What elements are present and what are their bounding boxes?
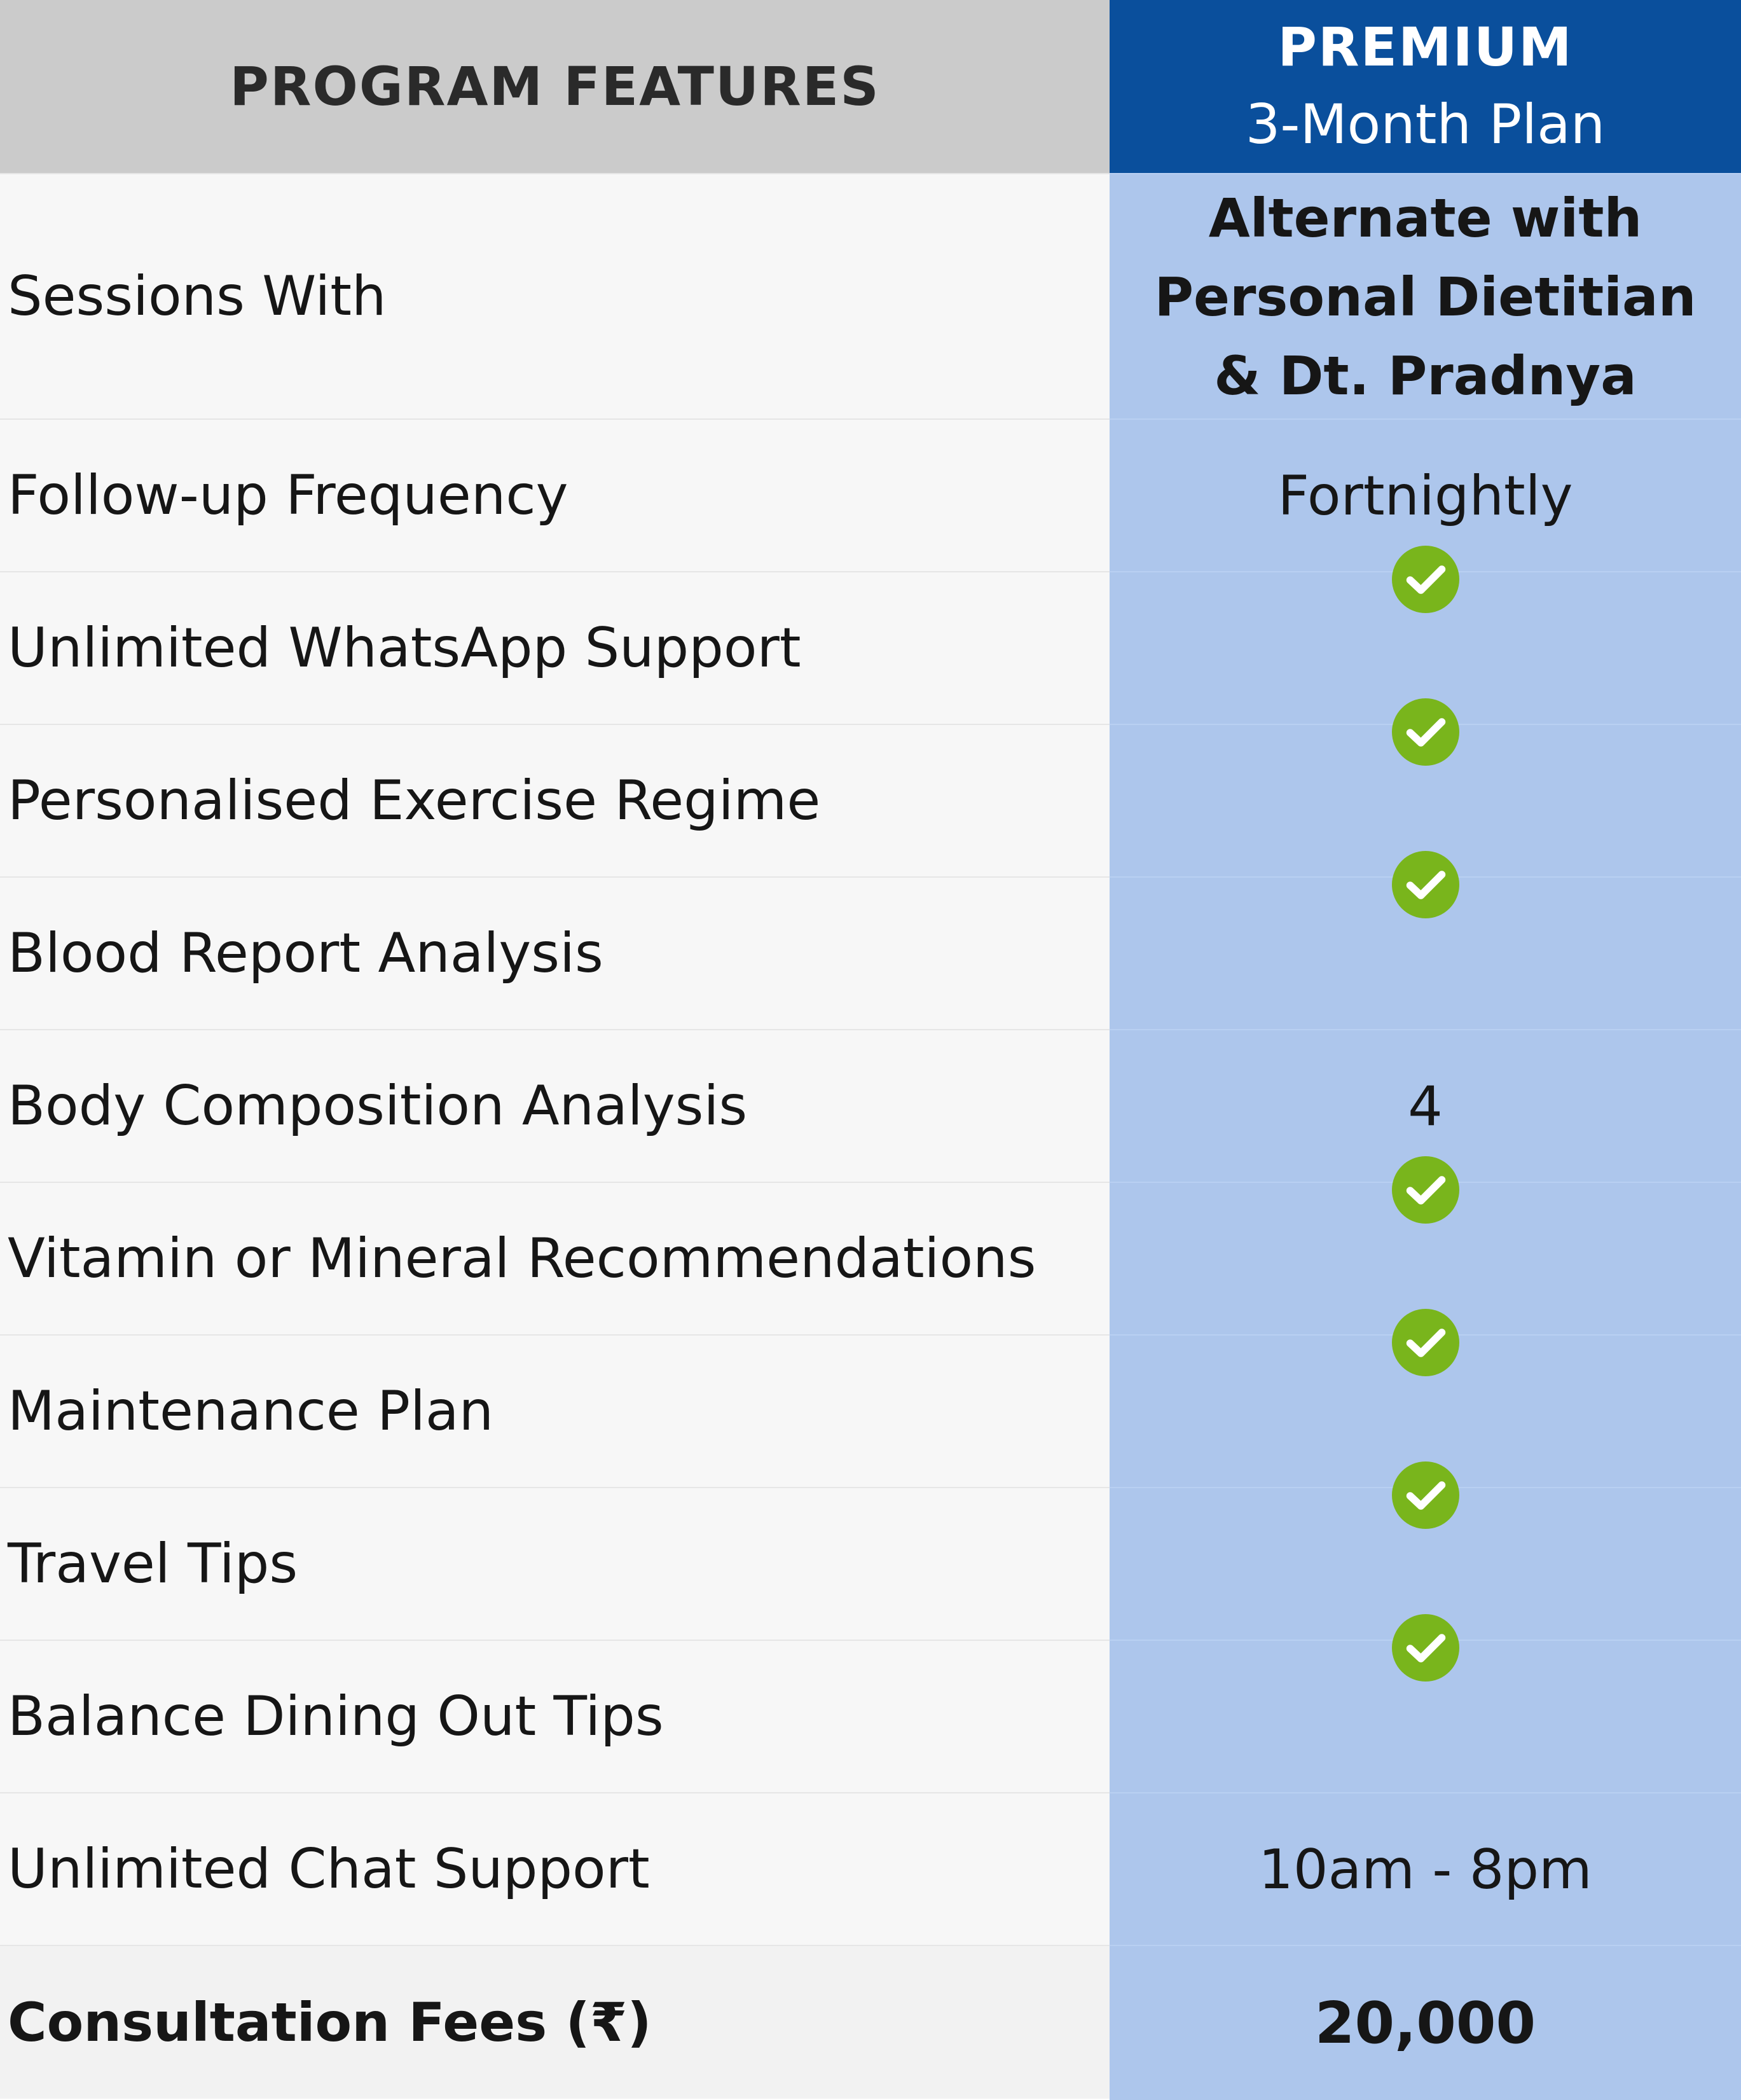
features-column-header: PROGRAM FEATURES (0, 0, 1110, 173)
table-row (0, 1182, 1741, 1334)
table-row (0, 1029, 1741, 1182)
check-circle-icon (1392, 1309, 1459, 1376)
fees-value: 20,000 (1110, 1945, 1741, 2100)
table-row (0, 876, 1741, 1029)
check-circle-icon (1392, 698, 1459, 766)
plan-duration: 3-Month Plan (1245, 93, 1606, 156)
feature-label: Vitamin or Mineral Recommendations (0, 1182, 1110, 1334)
table-row (0, 1792, 1741, 1945)
feature-label: Personalised Exercise Regime (0, 724, 1110, 876)
feature-label: Sessions With (0, 173, 1110, 418)
feature-label: Travel Tips (0, 1487, 1110, 1640)
feature-label: Blood Report Analysis (0, 876, 1110, 1029)
table-header (0, 0, 1741, 173)
table-row (0, 1640, 1741, 1792)
table-row (0, 724, 1741, 876)
check-circle-icon (1392, 546, 1459, 613)
feature-label: Body Composition Analysis (0, 1029, 1110, 1182)
table-row (0, 1487, 1741, 1640)
sessions-line: Personal Dietitian (1154, 266, 1696, 328)
plan-value (1110, 876, 1741, 1030)
sessions-line: Alternate with (1208, 187, 1642, 249)
feature-label: Maintenance Plan (0, 1334, 1110, 1487)
check-circle-icon (1392, 1614, 1459, 1682)
fees-row (0, 1945, 1741, 2099)
check-circle-icon (1392, 851, 1459, 918)
table-row (0, 571, 1741, 724)
plan-value (1110, 1640, 1741, 1793)
plan-value (1110, 173, 1741, 420)
sessions-line: & Dt. Pradnya (1214, 345, 1637, 407)
table-row (0, 418, 1741, 571)
feature-label: Balance Dining Out Tips (0, 1640, 1110, 1792)
plan-value: 4 (1110, 1029, 1741, 1183)
fees-label: Consultation Fees (₹) (0, 1945, 1110, 2099)
table-row (0, 1334, 1741, 1487)
plan-value: Fortnightly (1110, 418, 1741, 572)
table-row (0, 173, 1741, 418)
plan-column-header (1110, 0, 1741, 173)
feature-label: Unlimited WhatsApp Support (0, 571, 1110, 724)
plan-name: PREMIUM (1277, 16, 1573, 78)
check-circle-icon (1392, 1461, 1459, 1529)
plan-value: 10am - 8pm (1110, 1792, 1741, 1946)
feature-label: Follow-up Frequency (0, 418, 1110, 571)
feature-label: Unlimited Chat Support (0, 1792, 1110, 1945)
check-circle-icon (1392, 1156, 1459, 1224)
